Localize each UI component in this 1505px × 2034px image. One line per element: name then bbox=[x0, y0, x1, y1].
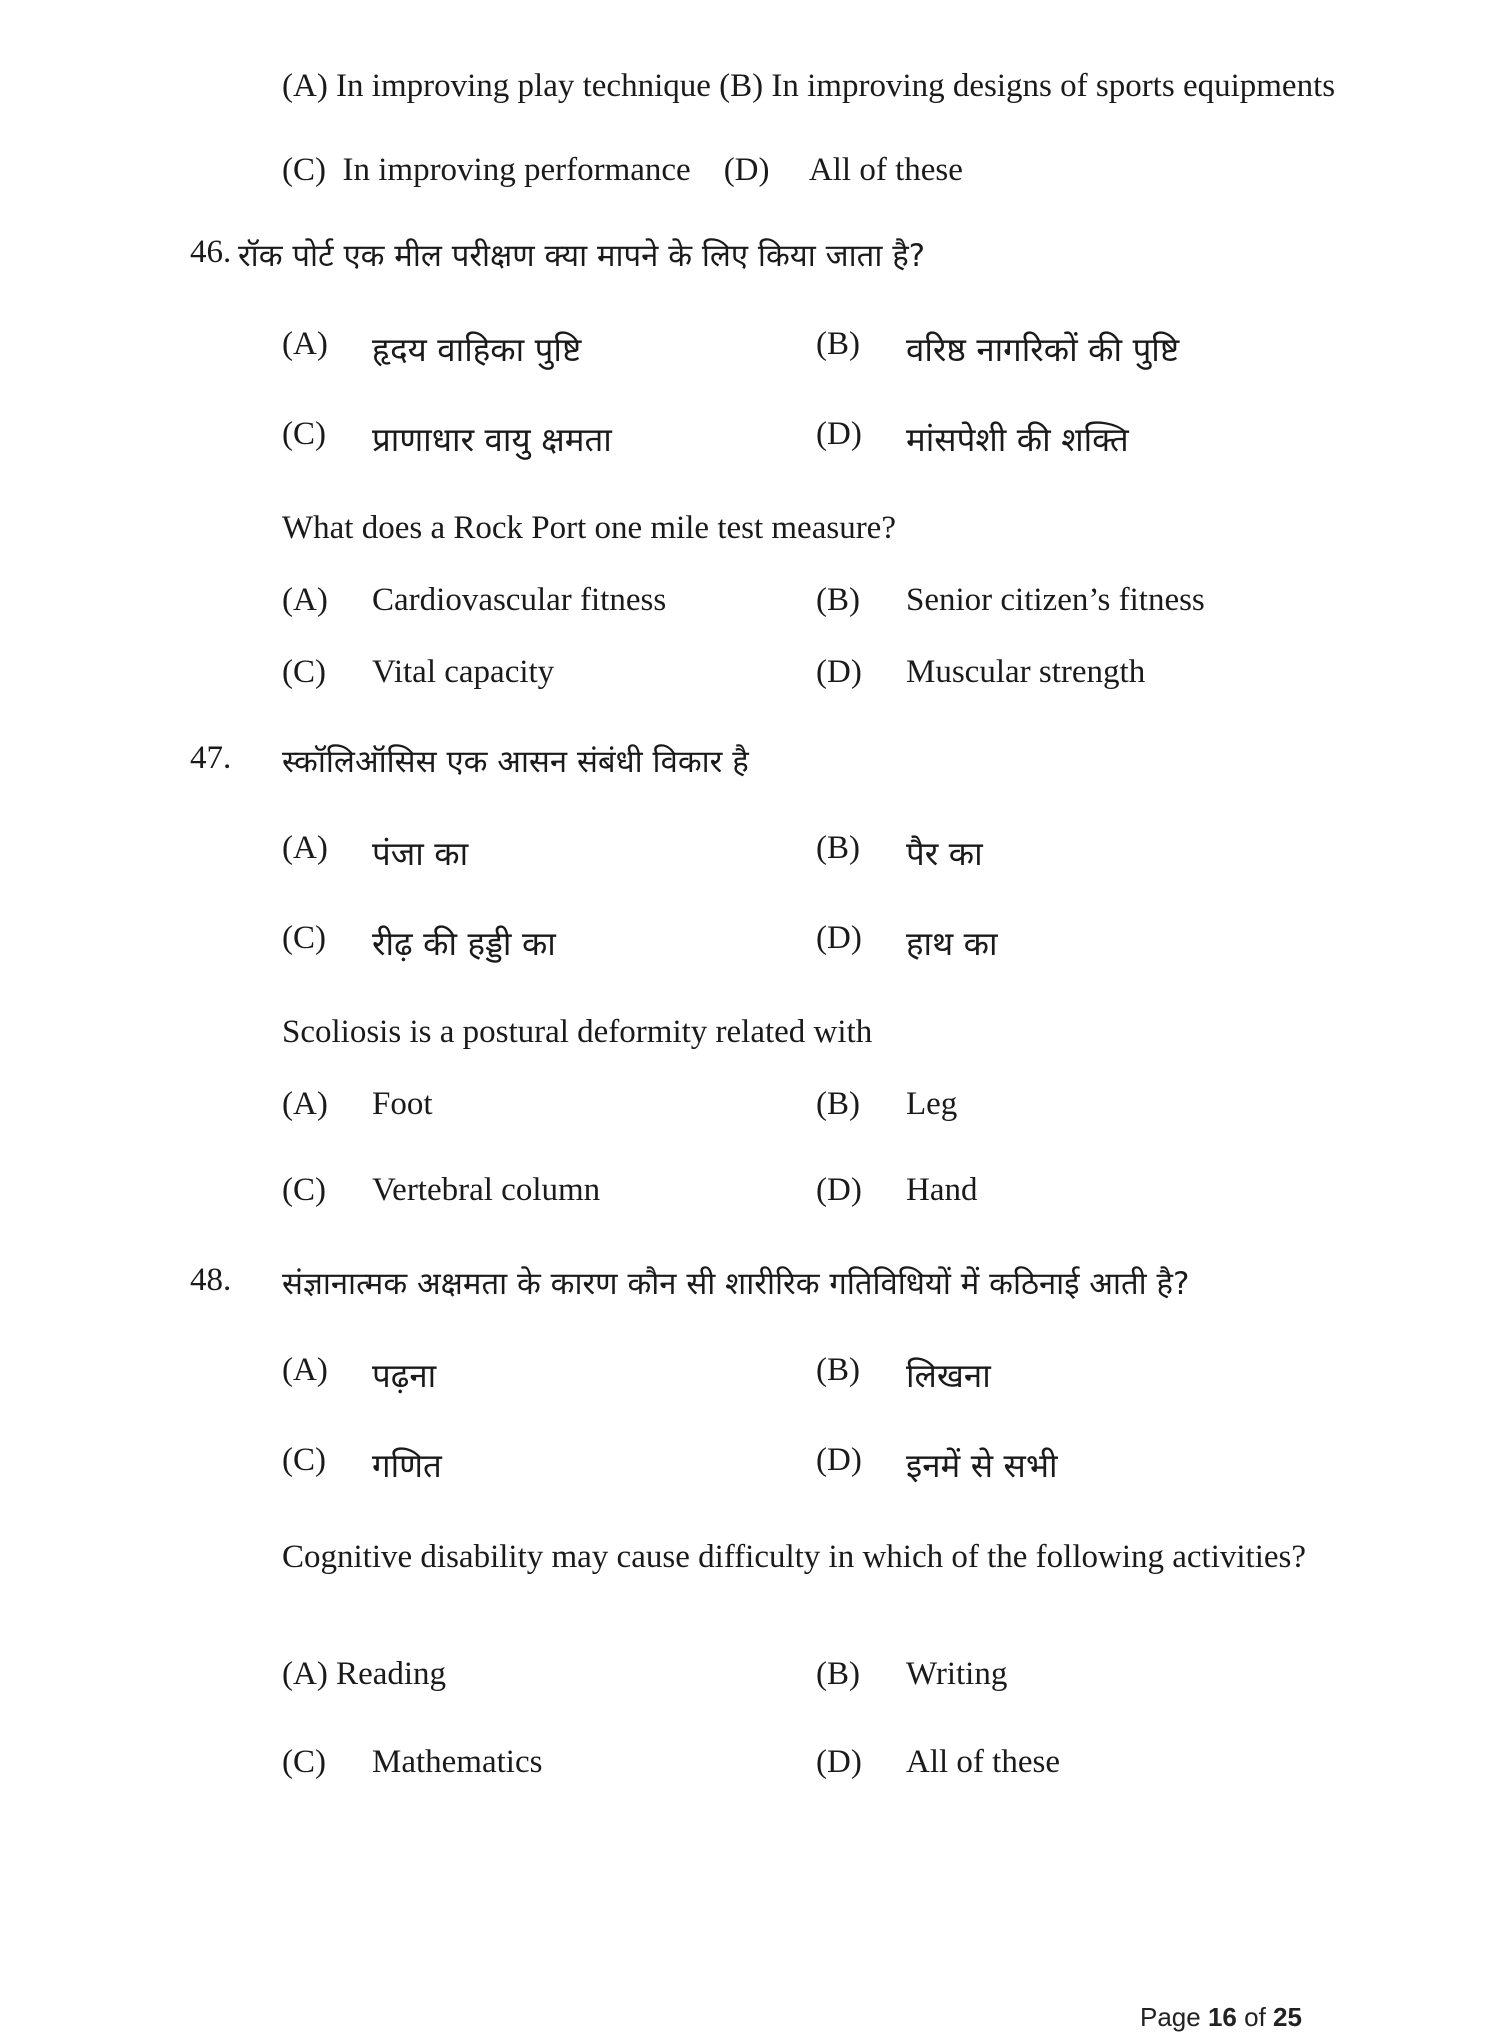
q48-english-option-b-text: Writing bbox=[906, 1656, 1008, 1692]
q46-english-option-c-label: (C) bbox=[282, 654, 326, 690]
q46-english-option-d-label: (D) bbox=[816, 654, 862, 690]
page-of-word: of bbox=[1244, 2002, 1266, 2032]
q47-english-options-row-2 bbox=[0, 1172, 1505, 1222]
q48-english-option-d-label: (D) bbox=[816, 1744, 862, 1780]
page-number bbox=[1140, 2002, 1302, 2033]
q46-hindi-question: रॉक पोर्ट एक मील परीक्षण क्या मापने के लिए किया जाता है? bbox=[238, 238, 926, 274]
q48-english-option-c-text: Mathematics bbox=[372, 1744, 543, 1780]
q46-english-option-b-text: Senior citizen’s fitness bbox=[906, 582, 1205, 618]
q48-hindi-option-a-text: पढ़ना bbox=[372, 1356, 437, 1395]
page-total: 25 bbox=[1273, 2002, 1302, 2032]
q47-english-option-b-label: (B) bbox=[816, 1086, 860, 1122]
q47-hindi-options-row-2 bbox=[0, 920, 1505, 970]
q47-hindi-option-d-label: (D) bbox=[816, 920, 862, 956]
q48-hindi-options-row-1 bbox=[0, 1352, 1505, 1402]
q46-english-options-row-2 bbox=[0, 654, 1505, 704]
q47-english-option-c-text: Vertebral column bbox=[372, 1172, 601, 1208]
q48-hindi-options-row-2 bbox=[0, 1442, 1505, 1492]
q47-hindi-option-c-label: (C) bbox=[282, 920, 326, 956]
q47-hindi-option-b-label: (B) bbox=[816, 830, 860, 866]
q46-hindi-option-d-label: (D) bbox=[816, 416, 862, 452]
q46-hindi-option-d-text: मांसपेशी की शक्ति bbox=[906, 420, 1129, 459]
q47-hindi-option-b-text: पैर का bbox=[906, 834, 983, 873]
q46-hindi-option-a-label: (A) bbox=[282, 326, 328, 362]
q46-hindi-options-row-2 bbox=[0, 416, 1505, 466]
q48-number: 48. bbox=[190, 1262, 232, 1298]
q47-english-question: Scoliosis is a postural deformity related with bbox=[282, 1014, 873, 1050]
q46-english-question: What does a Rock Port one mile test measure? bbox=[282, 510, 896, 546]
q46-hindi-option-b-text: वरिष्ठ नागरिकों की पुष्टि bbox=[906, 330, 1180, 369]
q46-english-option-a-label: (A) bbox=[282, 582, 328, 618]
q47-english-option-b-text: Leg bbox=[906, 1086, 958, 1122]
q47-number: 47. bbox=[190, 740, 232, 776]
q47-english-options-row-1 bbox=[0, 1086, 1505, 1136]
q48-hindi-option-c-label: (C) bbox=[282, 1442, 326, 1478]
q48-hindi-option-d-label: (D) bbox=[816, 1442, 862, 1478]
q47-hindi-option-a-label: (A) bbox=[282, 830, 328, 866]
q48-hindi-option-a-label: (A) bbox=[282, 1352, 328, 1388]
q45-options-line-1: (A) In improving play technique (B) In improving designs of sports equipments bbox=[282, 68, 1336, 104]
q46-english-options-row-1 bbox=[0, 582, 1505, 632]
q47-hindi-option-a-text: पंजा का bbox=[372, 834, 469, 873]
q48-english-options-row-2 bbox=[0, 1744, 1505, 1794]
q48-hindi-question: संज्ञानात्मक अक्षमता के कारण कौन सी शारीरिक गतिविधियों में कठिनाई आती है? bbox=[282, 1266, 1190, 1302]
q48-english-options-row-1 bbox=[0, 1656, 1505, 1706]
q48-english-option-a-label: (A) Reading bbox=[282, 1656, 447, 1692]
q46-hindi-options-row-1 bbox=[0, 326, 1505, 376]
q47-hindi-option-d-text: हाथ का bbox=[906, 924, 998, 963]
q48-english-option-d-text: All of these bbox=[906, 1744, 1060, 1780]
q47-hindi-options-row-1 bbox=[0, 830, 1505, 880]
q46-english-option-a-text: Cardiovascular fitness bbox=[372, 582, 667, 618]
q48-english-question: Cognitive disability may cause difficulty in which of the following activities? bbox=[282, 1539, 1307, 1575]
q47-hindi-option-c-text: रीढ़ की हड्डी का bbox=[372, 924, 556, 963]
q47-english-option-d-text: Hand bbox=[906, 1172, 978, 1208]
q46-english-option-c-text: Vital capacity bbox=[372, 654, 555, 690]
q46-english-option-b-label: (B) bbox=[816, 582, 860, 618]
q46-hindi-option-a-text: हृदय वाहिका पुष्टि bbox=[372, 330, 582, 369]
q46-number: 46. bbox=[190, 234, 232, 270]
q48-english-option-c-label: (C) bbox=[282, 1744, 326, 1780]
q47-hindi-question: स्कॉलिऑसिस एक आसन संबंधी विकार है bbox=[282, 744, 749, 780]
q48-english-option-b-label: (B) bbox=[816, 1656, 860, 1692]
q47-english-option-a-text: Foot bbox=[372, 1086, 433, 1122]
q45-options-line-2: (C) In improving performance (D) All of these bbox=[282, 152, 963, 188]
page-current: 16 bbox=[1207, 2002, 1237, 2032]
q48-hindi-option-c-text: गणित bbox=[372, 1446, 442, 1485]
q47-english-option-a-label: (A) bbox=[282, 1086, 328, 1122]
q48-hindi-option-d-text: इनमें से सभी bbox=[906, 1446, 1058, 1485]
q48-hindi-option-b-text: लिखना bbox=[906, 1356, 991, 1395]
q46-hindi-option-c-text: प्राणाधार वायु क्षमता bbox=[372, 420, 612, 459]
q47-english-option-d-label: (D) bbox=[816, 1172, 862, 1208]
q46-hindi-option-c-label: (C) bbox=[282, 416, 326, 452]
q46-english-option-d-text: Muscular strength bbox=[906, 654, 1146, 690]
page-word: Page bbox=[1140, 2002, 1201, 2032]
q46-hindi-option-b-label: (B) bbox=[816, 326, 860, 362]
q47-english-option-c-label: (C) bbox=[282, 1172, 326, 1208]
q48-hindi-option-b-label: (B) bbox=[816, 1352, 860, 1388]
